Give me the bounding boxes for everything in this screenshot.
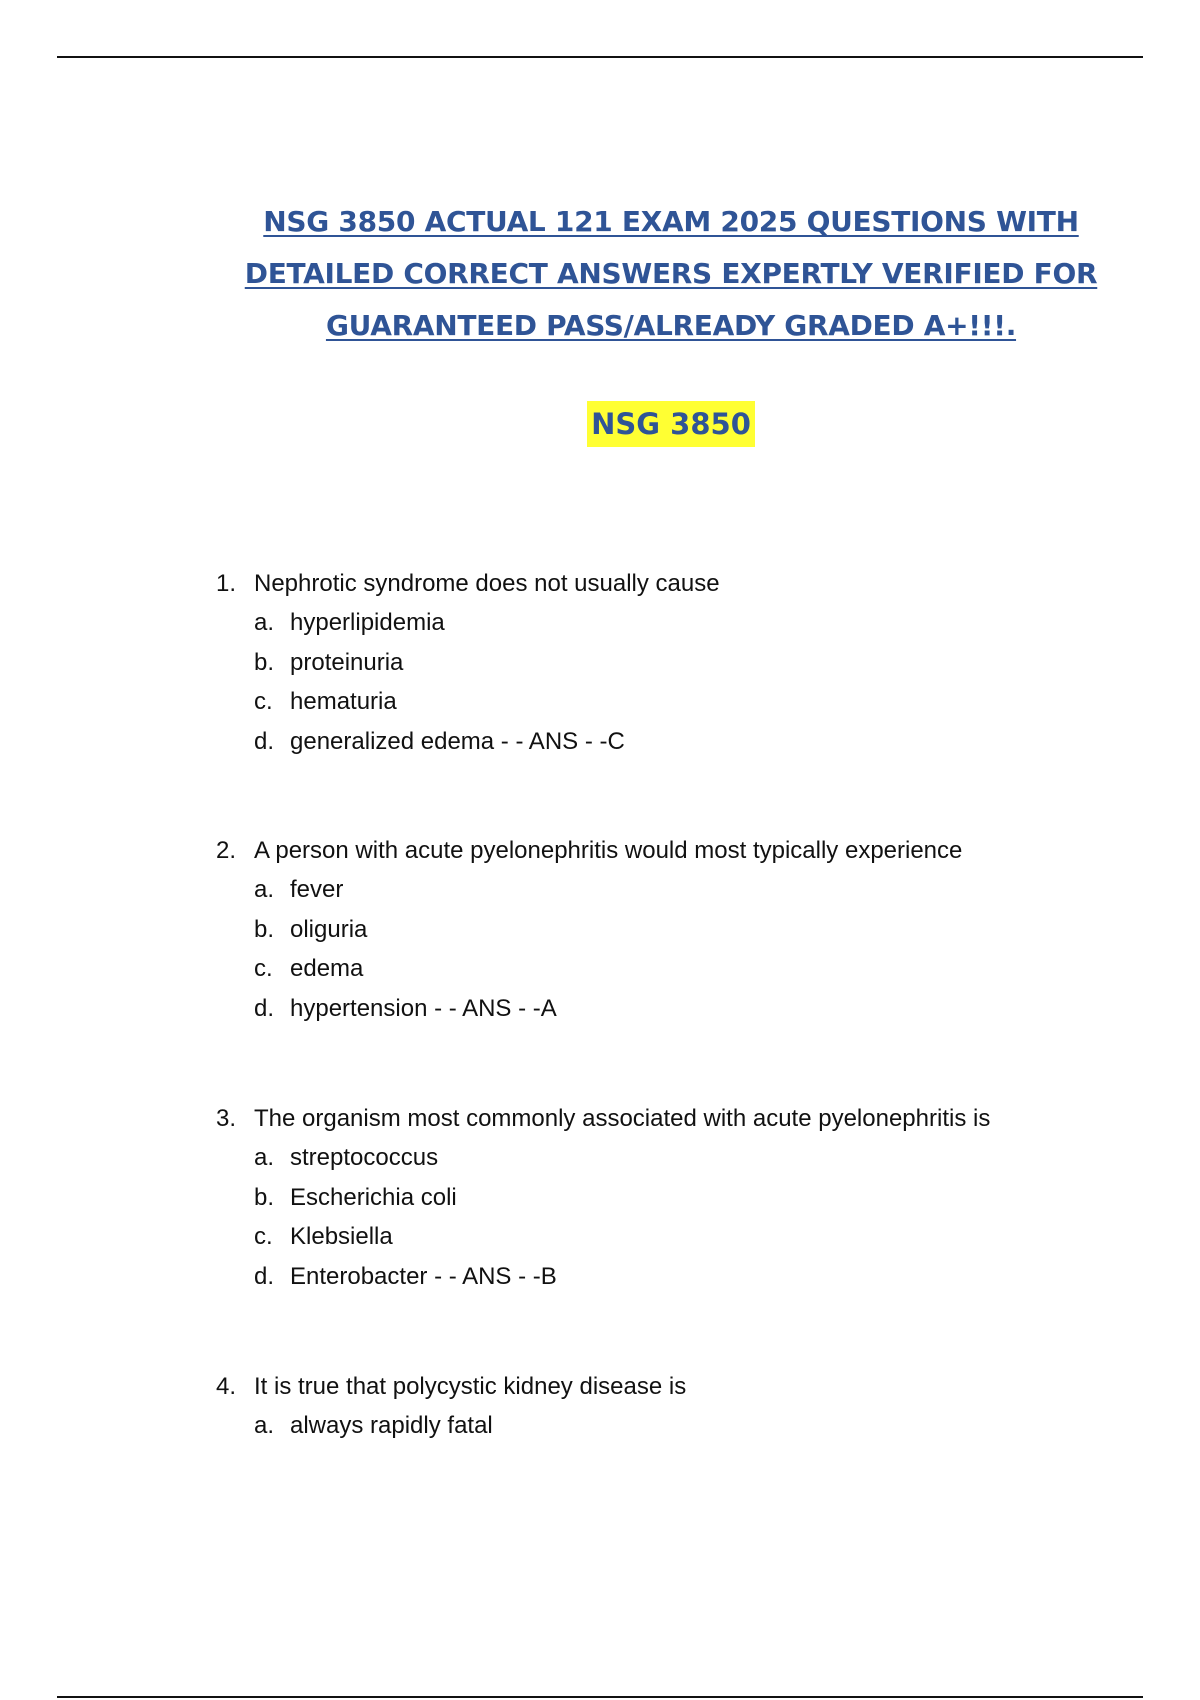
answer-option (216, 1217, 1116, 1257)
question-3 (216, 1099, 1116, 1296)
option-text: fever (290, 876, 344, 903)
question-number: 1. (216, 570, 237, 597)
option-text: Enterobacter - - ANS - -B (290, 1262, 557, 1290)
option-letter: d. (254, 994, 275, 1022)
option-letter: c. (254, 1223, 273, 1250)
option-letter: a. (254, 609, 275, 636)
option-letter: b. (254, 648, 275, 676)
question-1 (216, 564, 1116, 761)
title-line-3: GUARANTEED PASS/ALREADY GRADED A+!!!. (325, 309, 1017, 342)
answer-option (216, 1138, 1116, 1178)
answer-option (216, 722, 1116, 762)
header-rule (57, 56, 1143, 58)
question-4 (216, 1367, 1116, 1446)
option-text: Escherichia coli (290, 1183, 457, 1211)
option-text: hematuria (290, 688, 397, 715)
answer-option (216, 603, 1116, 643)
question-text: A person with acute pyelonephritis would most typically experience (254, 837, 963, 864)
option-letter: c. (254, 955, 273, 982)
question-text: Nephrotic syndrome does not usually cause (254, 570, 720, 597)
question-stem (216, 831, 1116, 870)
option-letter: d. (254, 1262, 275, 1290)
option-text: streptococcus (290, 1144, 439, 1171)
option-text: edema (290, 955, 364, 982)
question-2 (216, 831, 1116, 1028)
question-number: 4. (216, 1373, 237, 1400)
title-line-2: DETAILED CORRECT ANSWERS EXPERTLY VERIFIED FOR (244, 257, 1098, 290)
option-text: Klebsiella (290, 1223, 393, 1250)
option-letter: b. (254, 1183, 275, 1211)
title-line-1: NSG 3850 ACTUAL 121 EXAM 2025 QUESTIONS WITH (263, 205, 1079, 238)
answer-option (216, 989, 1116, 1029)
answer-option (216, 910, 1116, 950)
answer-option (216, 1257, 1116, 1297)
question-stem (216, 1099, 1116, 1138)
answer-option (216, 1406, 1116, 1446)
answer-option (216, 870, 1116, 910)
answer-option (216, 949, 1116, 989)
answer-option (216, 643, 1116, 683)
footer-rule (57, 1696, 1143, 1698)
option-letter: d. (254, 727, 275, 755)
option-text: hyperlipidemia (290, 609, 445, 636)
question-text: It is true that polycystic kidney disease is (254, 1373, 687, 1400)
option-letter: a. (254, 1412, 275, 1439)
question-text: The organism most commonly associated with acute pyelonephritis is (254, 1105, 991, 1132)
question-stem (216, 564, 1116, 603)
subtitle-container (200, 401, 1142, 447)
option-letter: b. (254, 915, 275, 943)
option-text: oliguria (290, 915, 368, 943)
option-text: generalized edema - - ANS - -C (290, 727, 625, 755)
option-letter: a. (254, 1144, 275, 1171)
answer-option (216, 1178, 1116, 1218)
document-title (200, 196, 1142, 352)
question-number: 2. (216, 837, 237, 864)
option-letter: c. (254, 688, 273, 715)
option-text: proteinuria (290, 648, 404, 676)
question-number: 3. (216, 1105, 237, 1132)
course-code-highlight: NSG 3850 (587, 401, 755, 447)
option-text: always rapidly fatal (290, 1412, 493, 1439)
answer-option (216, 682, 1116, 722)
option-letter: a. (254, 876, 275, 903)
question-stem (216, 1367, 1116, 1406)
option-text: hypertension - - ANS - -A (290, 994, 557, 1022)
